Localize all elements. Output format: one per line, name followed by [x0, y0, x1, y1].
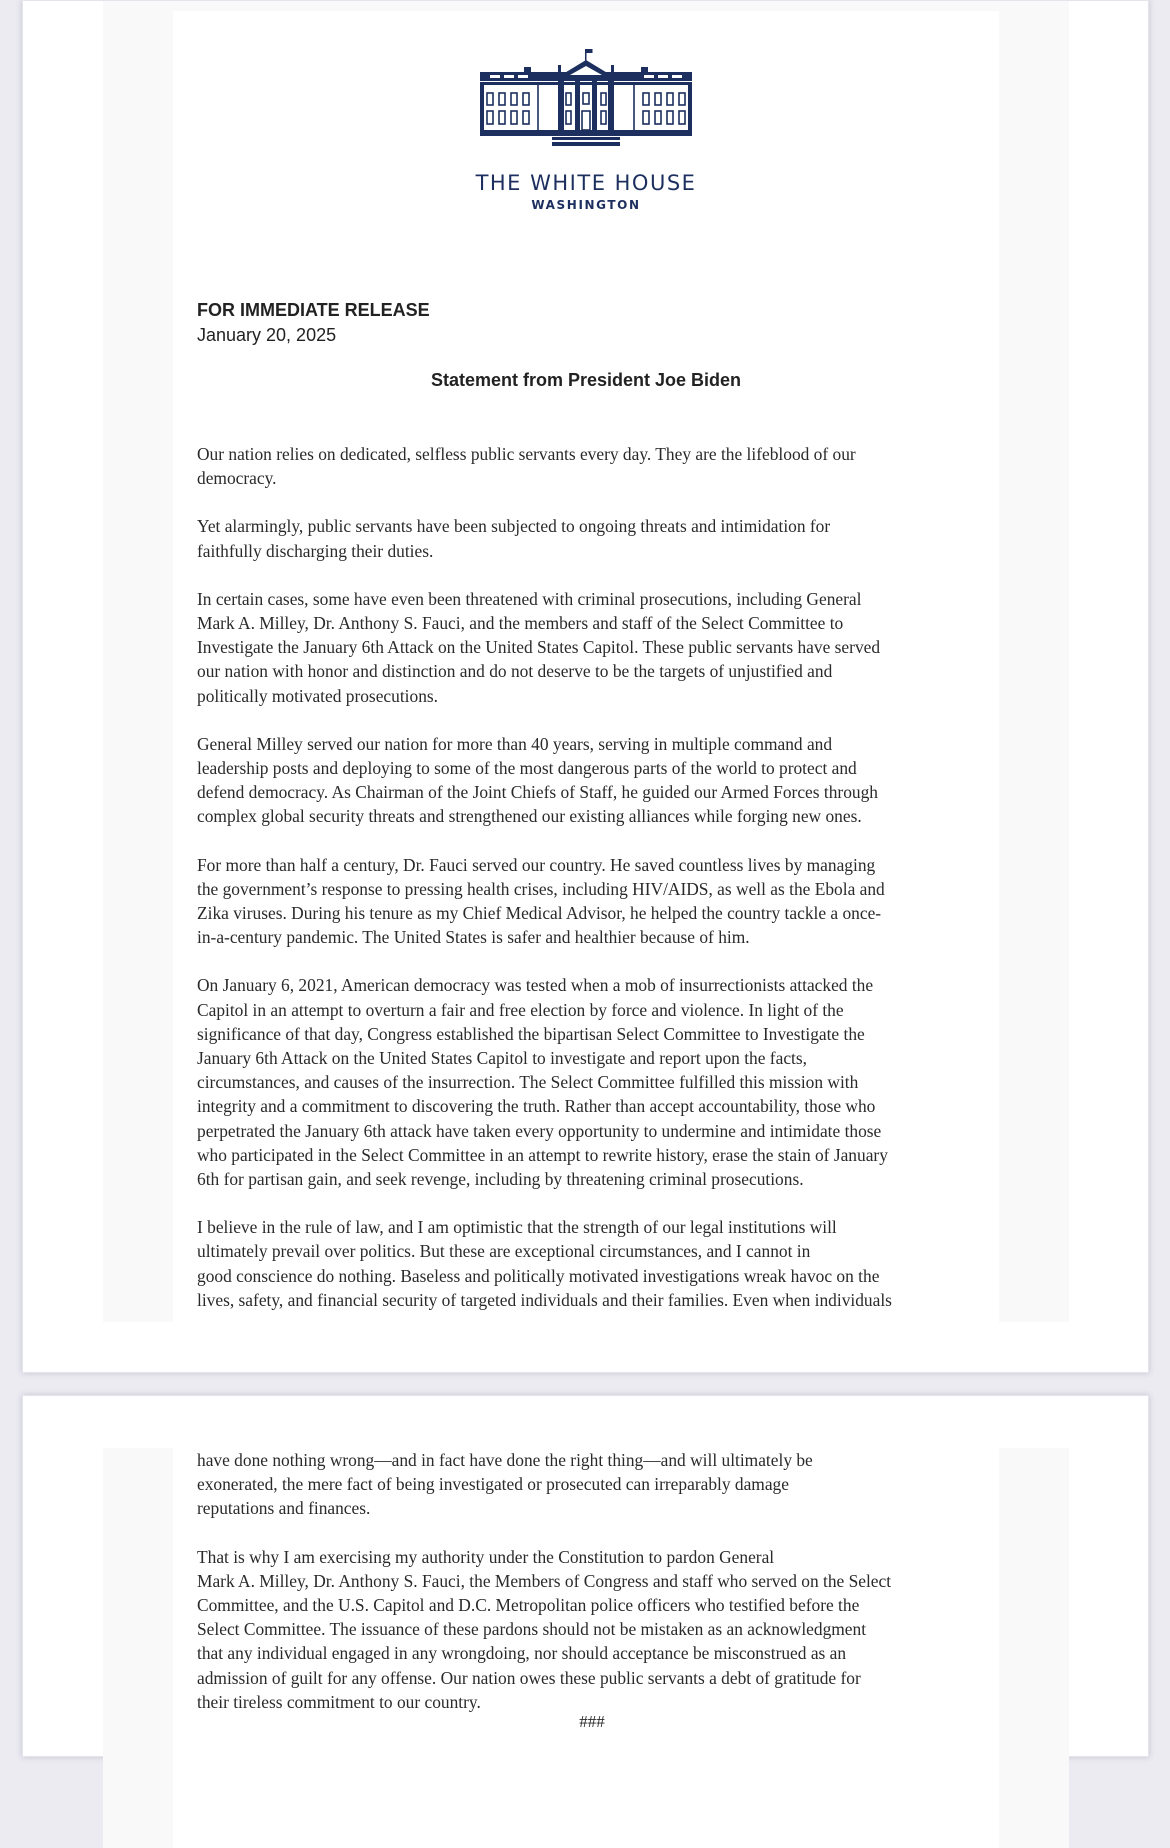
paragraph-line: 6th for partisan gain, and seek revenge, including by threatening criminal prosecutions. [197, 1169, 804, 1190]
document-page-1 [22, 0, 1149, 1373]
paragraph-line: good conscience do nothing. Baseless and politically motivated investigations wreak havoc on the [197, 1265, 880, 1286]
page-2-margin-area [103, 1448, 1069, 1848]
paragraph [197, 973, 987, 1191]
paragraph-line: have done nothing wrong—and in fact have done the right thing—and will ultimately be [197, 1450, 813, 1470]
paragraph-line: Yet alarmingly, public servants have been subjected to ongoing threats and intimidation for [197, 516, 831, 537]
paragraph-line: lives, safety, and financial security of targeted individuals and their families. Even when individuals [197, 1289, 892, 1310]
paragraph-line: who participated in the Select Committee in an attempt to rewrite history, erase the stain of January [197, 1144, 888, 1165]
paragraph-line: defend democracy. As Chairman of the Joint Chiefs of Staff, he guided our Armed Forces through [197, 782, 878, 803]
paragraph [197, 587, 987, 708]
paragraph-line: General Milley served our nation for more than 40 years, serving in multiple command and [197, 733, 833, 754]
letterhead-title: THE WHITE HOUSE [475, 171, 697, 195]
paragraph-line: In certain cases, some have even been threatened with criminal prosecutions, including General [197, 588, 862, 609]
page-2-content [173, 1448, 999, 1848]
paragraph-line: that any individual engaged in any wrongdoing, nor should acceptance be misconstrued as an [197, 1643, 847, 1664]
paragraph-line: January 6th Attack on the United States Capitol to investigate and report upon the facts, [197, 1048, 807, 1069]
paragraph-line: Zika viruses. During his tenure as my Chief Medical Advisor, he helped the country tackle a once- [197, 903, 882, 924]
paragraph-line: our nation with honor and distinction and do not deserve to be the targets of unjustified and [197, 661, 833, 682]
paragraph-line: integrity and a commitment to discovering the truth. Rather than accept accountability, those who [197, 1096, 876, 1117]
page-1-content [173, 11, 999, 1322]
paragraph-line: Investigate the January 6th Attack on the United States Capitol. These public servants have served [197, 637, 881, 658]
paragraph-line: Our nation relies on dedicated, selfless public servants every day. They are the lifeblood of our [197, 444, 856, 464]
paragraph-line: democracy. [197, 468, 277, 489]
statement-body-page-1 [197, 442, 987, 1336]
end-of-release-mark: ### [579, 1712, 605, 1732]
paragraph-line: I believe in the rule of law, and I am optimistic that the strength of our legal institutions will [197, 1217, 837, 1238]
document-page-2 [22, 1395, 1149, 1757]
paragraph [197, 514, 987, 562]
paragraph-line: Capitol in an attempt to overturn a fair and free election by force and violence. In light of the [197, 999, 844, 1020]
paragraph-line: the government’s response to pressing health crises, including HIV/AIDS, as well as the Ebola and [197, 878, 885, 899]
paragraph-line: Select Committee. The issuance of these pardons should not be mistaken as an acknowledgment [197, 1619, 867, 1640]
paragraph [197, 442, 987, 490]
paragraph-line: their tireless commitment to our country. [197, 1691, 481, 1712]
white-house-building-icon [480, 49, 692, 146]
paragraph [197, 1545, 987, 1714]
statement-title: Statement from President Joe Biden [430, 370, 742, 390]
paragraph-line: in-a-century pandemic. The United States is safer and healthier because of him. [197, 927, 750, 948]
paragraph-line: exonerated, the mere fact of being investigated or prosecuted can irreparably damage [197, 1474, 789, 1495]
paragraph-line: perpetrated the January 6th attack have taken every opportunity to undermine and intimidate those [197, 1120, 882, 1141]
paragraph-line: Mark A. Milley, Dr. Anthony S. Fauci, and the members and staff of the Select Committee to [197, 613, 844, 634]
paragraph-line: That is why I am exercising my authority under the Constitution to pardon General [197, 1546, 775, 1567]
paragraph [197, 1448, 987, 1521]
paragraph-line: significance of that day, Congress established the bipartisan Select Committee to Investigate the [197, 1023, 865, 1044]
paragraph [197, 732, 987, 829]
paragraph-line: Committee, and the U.S. Capitol and D.C. Metropolitan police officers who testified before the [197, 1595, 860, 1616]
release-block [197, 298, 430, 348]
paragraph-line: leadership posts and deploying to some of the most dangerous parts of the world to protect and [197, 758, 857, 779]
paragraph [197, 1215, 987, 1312]
letterhead-subtitle: WASHINGTON [531, 198, 641, 212]
release-label: FOR IMMEDIATE RELEASE [197, 300, 430, 320]
paragraph-line: faithfully discharging their duties. [197, 540, 434, 561]
paragraph-line: reputations and finances. [197, 1498, 371, 1519]
paragraph-line: complex global security threats and strengthened our existing alliances while forging new ones. [197, 806, 862, 827]
paragraph-line: circumstances, and causes of the insurrection. The Select Committee fulfilled this mission with [197, 1072, 859, 1093]
paragraph-line: ultimately prevail over politics. But these are exceptional circumstances, and I cannot in [197, 1241, 811, 1262]
paragraph [197, 853, 987, 950]
paragraph-line: admission of guilt for any offense. Our nation owes these public servants a debt of gratitude for [197, 1667, 861, 1688]
letterhead [173, 49, 999, 212]
paragraph-line: politically motivated prosecutions. [197, 685, 439, 706]
paragraph-line: On January 6, 2021, American democracy was tested when a mob of insurrectionists attacked the [197, 975, 874, 996]
release-date: January 20, 2025 [197, 325, 337, 345]
paragraph-line: Mark A. Milley, Dr. Anthony S. Fauci, the Members of Congress and staff who served on the Select [197, 1570, 892, 1591]
paragraph-line: For more than half a century, Dr. Fauci served our country. He saved countless lives by managing [197, 854, 876, 875]
statement-body-page-2 [197, 1448, 987, 1732]
page-1-margin-area [103, 1, 1069, 1322]
